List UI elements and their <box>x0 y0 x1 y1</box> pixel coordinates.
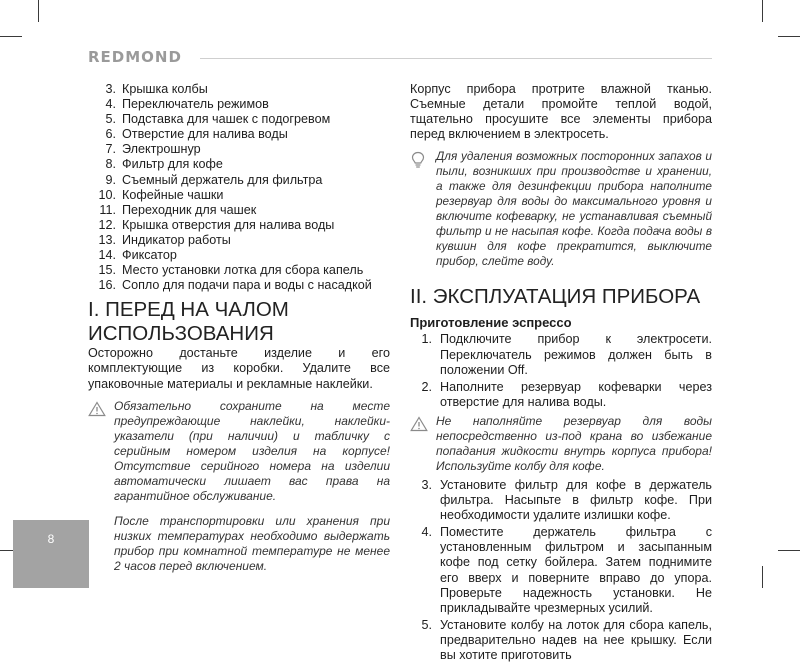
list-item: 14. Фиксатор <box>98 248 177 263</box>
crop-mark <box>762 0 763 22</box>
list-item: 2. Наполните резервуар кофеварки через отверстие для налива воды. <box>421 379 712 409</box>
crop-mark <box>762 566 763 588</box>
list-item: 9. Съемный держатель для фильтра <box>105 172 323 187</box>
warning-text: Не наполняйте резервуар для воды непосредственно из-под крана во избежание попадания жидкости внутрь корпуса прибора! Используйте колбу для кофе. <box>436 413 712 473</box>
section-title-operation: II. ЭКСПЛУАТАЦИЯ ПРИБОРА <box>410 285 701 309</box>
list-item: 3. Крышка колбы <box>105 82 208 96</box>
list-item: 5. Подставка для чашек с подогревом <box>105 112 331 127</box>
list-item: 12. Крышка отверстия для налива воды <box>98 217 335 232</box>
crop-mark <box>778 550 800 551</box>
header-rule <box>200 58 712 59</box>
subsection-title: Приготовление эспрессо <box>410 315 572 331</box>
list-item: 15. Место установки лотка для сбора капель <box>98 263 364 278</box>
crop-mark <box>0 36 22 37</box>
brand-logo: REDMOND <box>88 48 182 66</box>
page-number: 8 <box>47 532 55 546</box>
page-number-box <box>13 520 89 588</box>
warning-text: После транспортировки или хранения при низких температурах необходимо выдержать прибор при комнатной температуре не менее 2 часов перед включением. <box>114 513 390 573</box>
tip-block <box>410 149 712 269</box>
cleaning-paragraph: Корпус прибора протрите влажной тканью. Съемные детали промойте теплой водой, тщательно просушите все элементы прибора перед включением в электросеть. <box>410 82 712 142</box>
warning-block <box>410 414 712 474</box>
list-item: 4. Переключатель режимов <box>105 97 269 112</box>
list-item: 1. Подключите прибор к электросети. Переключатель режимов должен быть в положении Off. <box>421 332 712 377</box>
warning-triangle-icon <box>88 399 114 584</box>
list-item: 8. Фильтр для кофе <box>105 157 223 172</box>
unpacking-paragraph: Осторожно достаньте изделие и его комплектующие из коробки. Удалите все упаковочные материалы и рекламные наклейки. <box>88 346 390 391</box>
list-item: 4. Поместите держатель фильтра с установленным фильтром и засыпанным кофе под сетку бойлера. Затем поднимите его вверх и поверните вправо до упора. Проверьте надежность установки. Не прикладывайте чрезмерных усилий. <box>421 525 712 615</box>
list-item: 7. Электрошнур <box>105 142 201 157</box>
list-item: 6. Отверстие для налива воды <box>105 127 288 142</box>
warning-block <box>88 399 390 584</box>
warning-triangle-icon <box>410 414 436 474</box>
list-item: 11. Переходник для чашек <box>99 202 257 217</box>
lightbulb-icon <box>410 149 436 269</box>
warning-text: Обязательно сохраните на месте предупреждающие наклейки, наклейки-указатели (при наличии) и табличку с серийным номером изделия на корпусе! Отсутствие серийного номера на изделии автоматически лишает вас права на гарантийное обслуживание. <box>114 398 390 503</box>
list-item: 16. Сопло для подачи пара и воды с насадкой <box>98 278 372 293</box>
tip-text: Для удаления возможных посторонних запахов и пыли, возникших при производстве и хранении, а также для дезинфекции прибора наполните резервуар для воды до максимального уровня и включите кофеварку, не устанавливая съемный фильтр и не насыпая кофе. Когда подача воды в кувшин для кофе прекратится, выключите прибор, слейте воду. <box>436 149 712 269</box>
list-item: 5. Установите колбу на лоток для сбора капель, предварительно надев на нее крышку. Если вы хотите приготовить <box>421 617 712 662</box>
crop-mark <box>778 36 800 37</box>
list-item: 13. Индикатор работы <box>98 232 231 247</box>
section-title-before-use: I. ПЕРЕД НА ЧАЛОМ ИСПОЛЬЗОВАНИЯ <box>88 298 289 346</box>
crop-mark <box>38 0 39 22</box>
parts-list <box>88 82 390 293</box>
list-item: 3. Установите фильтр для кофе в держатель фильтра. Насыпьте в фильтр кофе. При необходимости удалите излишки кофе. <box>421 477 712 523</box>
steps-list <box>410 478 712 663</box>
list-item: 10. Кофейные чашки <box>98 187 224 202</box>
steps-list <box>410 332 712 409</box>
right-column <box>410 82 712 665</box>
left-column <box>88 82 390 584</box>
